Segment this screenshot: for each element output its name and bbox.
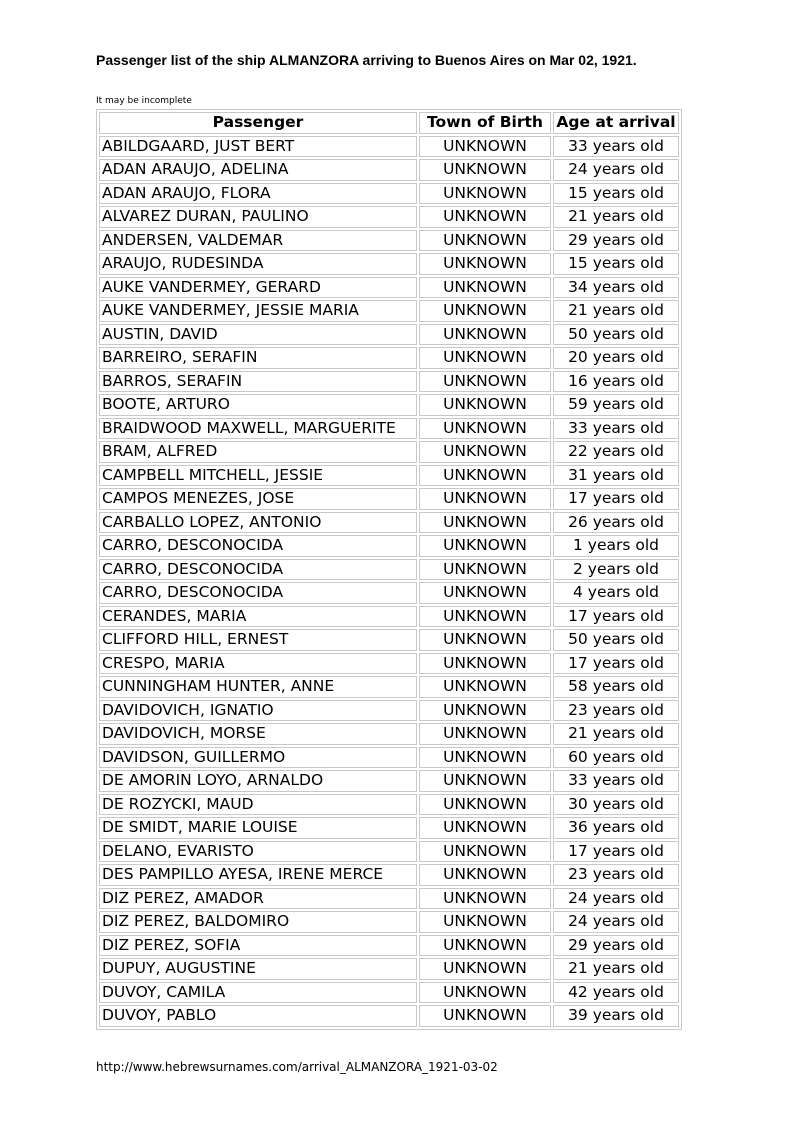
- town-of-birth-cell: UNKNOWN: [419, 723, 551, 745]
- age-cell: 23 years old: [553, 864, 679, 886]
- page-title: Passenger list of the ship ALMANZORA arriving to Buenos Aires on Mar 02, 1921.: [96, 52, 637, 68]
- age-cell: 34 years old: [553, 277, 679, 299]
- age-cell: 60 years old: [553, 747, 679, 769]
- table-row: [99, 888, 679, 910]
- passenger-name-cell: DUVOY, PABLO: [99, 1005, 417, 1027]
- passenger-name-cell: DIZ PEREZ, SOFIA: [99, 935, 417, 957]
- table-row: [99, 794, 679, 816]
- passenger-name-cell: ABILDGAARD, JUST BERT: [99, 136, 417, 158]
- town-of-birth-cell: UNKNOWN: [419, 441, 551, 463]
- age-cell: 33 years old: [553, 418, 679, 440]
- town-of-birth-cell: UNKNOWN: [419, 159, 551, 181]
- age-cell: 24 years old: [553, 911, 679, 933]
- passenger-name-cell: ARAUJO, RUDESINDA: [99, 253, 417, 275]
- town-of-birth-cell: UNKNOWN: [419, 371, 551, 393]
- table-row: [99, 277, 679, 299]
- age-cell: 24 years old: [553, 159, 679, 181]
- passenger-name-cell: CARRO, DESCONOCIDA: [99, 559, 417, 581]
- age-cell: 29 years old: [553, 230, 679, 252]
- passenger-name-cell: DAVIDOVICH, MORSE: [99, 723, 417, 745]
- age-cell: 29 years old: [553, 935, 679, 957]
- town-of-birth-cell: UNKNOWN: [419, 559, 551, 581]
- town-of-birth-cell: UNKNOWN: [419, 324, 551, 346]
- table-row: [99, 394, 679, 416]
- age-cell: 22 years old: [553, 441, 679, 463]
- table-row: [99, 958, 679, 980]
- table-header-row: [99, 112, 679, 134]
- table-row: [99, 371, 679, 393]
- header-town-of-birth: Town of Birth: [419, 112, 551, 134]
- table-row: [99, 747, 679, 769]
- passenger-name-cell: CRESPO, MARIA: [99, 653, 417, 675]
- age-cell: 50 years old: [553, 324, 679, 346]
- town-of-birth-cell: UNKNOWN: [419, 747, 551, 769]
- table-row: [99, 465, 679, 487]
- passenger-name-cell: ANDERSEN, VALDEMAR: [99, 230, 417, 252]
- town-of-birth-cell: UNKNOWN: [419, 277, 551, 299]
- passenger-name-cell: CUNNINGHAM HUNTER, ANNE: [99, 676, 417, 698]
- table-row: [99, 324, 679, 346]
- passenger-name-cell: DAVIDSON, GUILLERMO: [99, 747, 417, 769]
- town-of-birth-cell: UNKNOWN: [419, 911, 551, 933]
- passenger-name-cell: BRAM, ALFRED: [99, 441, 417, 463]
- age-cell: 33 years old: [553, 770, 679, 792]
- table-row: [99, 629, 679, 651]
- table-row: [99, 300, 679, 322]
- town-of-birth-cell: UNKNOWN: [419, 653, 551, 675]
- age-cell: 24 years old: [553, 888, 679, 910]
- town-of-birth-cell: UNKNOWN: [419, 183, 551, 205]
- passenger-name-cell: DIZ PEREZ, AMADOR: [99, 888, 417, 910]
- table-row: [99, 817, 679, 839]
- incomplete-note: It may be incomplete: [96, 96, 192, 106]
- town-of-birth-cell: UNKNOWN: [419, 300, 551, 322]
- town-of-birth-cell: UNKNOWN: [419, 535, 551, 557]
- table-row: [99, 206, 679, 228]
- town-of-birth-cell: UNKNOWN: [419, 676, 551, 698]
- town-of-birth-cell: UNKNOWN: [419, 864, 551, 886]
- age-cell: 39 years old: [553, 1005, 679, 1027]
- table-row: [99, 700, 679, 722]
- passenger-name-cell: BRAIDWOOD MAXWELL, MARGUERITE: [99, 418, 417, 440]
- table-row: [99, 911, 679, 933]
- passenger-name-cell: DIZ PEREZ, BALDOMIRO: [99, 911, 417, 933]
- town-of-birth-cell: UNKNOWN: [419, 958, 551, 980]
- town-of-birth-cell: UNKNOWN: [419, 935, 551, 957]
- passenger-name-cell: CARBALLO LOPEZ, ANTONIO: [99, 512, 417, 534]
- table-row: [99, 512, 679, 534]
- age-cell: 1 years old: [553, 535, 679, 557]
- table-row: [99, 676, 679, 698]
- age-cell: 42 years old: [553, 982, 679, 1004]
- table-row: [99, 347, 679, 369]
- town-of-birth-cell: UNKNOWN: [419, 606, 551, 628]
- passenger-name-cell: BARREIRO, SERAFIN: [99, 347, 417, 369]
- table-row: [99, 1005, 679, 1027]
- table-row: [99, 159, 679, 181]
- age-cell: 36 years old: [553, 817, 679, 839]
- passenger-name-cell: AUKE VANDERMEY, JESSIE MARIA: [99, 300, 417, 322]
- passenger-name-cell: AUSTIN, DAVID: [99, 324, 417, 346]
- table-row: [99, 582, 679, 604]
- town-of-birth-cell: UNKNOWN: [419, 841, 551, 863]
- passenger-name-cell: DES PAMPILLO AYESA, IRENE MERCE: [99, 864, 417, 886]
- town-of-birth-cell: UNKNOWN: [419, 817, 551, 839]
- age-cell: 59 years old: [553, 394, 679, 416]
- table-row: [99, 230, 679, 252]
- table-row: [99, 535, 679, 557]
- table-row: [99, 864, 679, 886]
- passenger-name-cell: ADAN ARAUJO, FLORA: [99, 183, 417, 205]
- town-of-birth-cell: UNKNOWN: [419, 629, 551, 651]
- table-row: [99, 770, 679, 792]
- passenger-name-cell: DE SMIDT, MARIE LOUISE: [99, 817, 417, 839]
- passenger-name-cell: AUKE VANDERMEY, GERARD: [99, 277, 417, 299]
- age-cell: 17 years old: [553, 488, 679, 510]
- passenger-table: [96, 109, 682, 1030]
- age-cell: 58 years old: [553, 676, 679, 698]
- town-of-birth-cell: UNKNOWN: [419, 512, 551, 534]
- town-of-birth-cell: UNKNOWN: [419, 136, 551, 158]
- table-row: [99, 418, 679, 440]
- age-cell: 15 years old: [553, 253, 679, 275]
- passenger-name-cell: CERANDES, MARIA: [99, 606, 417, 628]
- passenger-name-cell: CARRO, DESCONOCIDA: [99, 535, 417, 557]
- age-cell: 50 years old: [553, 629, 679, 651]
- passenger-name-cell: DUVOY, CAMILA: [99, 982, 417, 1004]
- age-cell: 21 years old: [553, 958, 679, 980]
- age-cell: 2 years old: [553, 559, 679, 581]
- age-cell: 17 years old: [553, 841, 679, 863]
- age-cell: 4 years old: [553, 582, 679, 604]
- passenger-name-cell: DE AMORIN LOYO, ARNALDO: [99, 770, 417, 792]
- table-row: [99, 935, 679, 957]
- age-cell: 31 years old: [553, 465, 679, 487]
- town-of-birth-cell: UNKNOWN: [419, 488, 551, 510]
- town-of-birth-cell: UNKNOWN: [419, 888, 551, 910]
- passenger-name-cell: BOOTE, ARTURO: [99, 394, 417, 416]
- town-of-birth-cell: UNKNOWN: [419, 253, 551, 275]
- town-of-birth-cell: UNKNOWN: [419, 394, 551, 416]
- source-url: http://www.hebrewsurnames.com/arrival_ALMANZORA_1921-03-02: [96, 1060, 498, 1074]
- age-cell: 17 years old: [553, 606, 679, 628]
- age-cell: 16 years old: [553, 371, 679, 393]
- town-of-birth-cell: UNKNOWN: [419, 582, 551, 604]
- age-cell: 30 years old: [553, 794, 679, 816]
- age-cell: 33 years old: [553, 136, 679, 158]
- table-row: [99, 653, 679, 675]
- age-cell: 20 years old: [553, 347, 679, 369]
- table-row: [99, 559, 679, 581]
- town-of-birth-cell: UNKNOWN: [419, 700, 551, 722]
- passenger-name-cell: CARRO, DESCONOCIDA: [99, 582, 417, 604]
- table-row: [99, 183, 679, 205]
- passenger-name-cell: DE ROZYCKI, MAUD: [99, 794, 417, 816]
- passenger-name-cell: DAVIDOVICH, IGNATIO: [99, 700, 417, 722]
- passenger-name-cell: CAMPBELL MITCHELL, JESSIE: [99, 465, 417, 487]
- age-cell: 21 years old: [553, 300, 679, 322]
- table-row: [99, 606, 679, 628]
- age-cell: 21 years old: [553, 723, 679, 745]
- table-row: [99, 982, 679, 1004]
- town-of-birth-cell: UNKNOWN: [419, 794, 551, 816]
- town-of-birth-cell: UNKNOWN: [419, 982, 551, 1004]
- town-of-birth-cell: UNKNOWN: [419, 1005, 551, 1027]
- passenger-name-cell: BARROS, SERAFIN: [99, 371, 417, 393]
- town-of-birth-cell: UNKNOWN: [419, 206, 551, 228]
- table-row: [99, 488, 679, 510]
- passenger-name-cell: ADAN ARAUJO, ADELINA: [99, 159, 417, 181]
- town-of-birth-cell: UNKNOWN: [419, 347, 551, 369]
- table-row: [99, 723, 679, 745]
- passenger-name-cell: DUPUY, AUGUSTINE: [99, 958, 417, 980]
- header-passenger: Passenger: [99, 112, 417, 134]
- town-of-birth-cell: UNKNOWN: [419, 465, 551, 487]
- passenger-name-cell: DELANO, EVARISTO: [99, 841, 417, 863]
- header-age-at-arrival: Age at arrival: [553, 112, 679, 134]
- table-body: [99, 136, 679, 1027]
- passenger-name-cell: ALVAREZ DURAN, PAULINO: [99, 206, 417, 228]
- table-row: [99, 136, 679, 158]
- age-cell: 17 years old: [553, 653, 679, 675]
- table-row: [99, 253, 679, 275]
- town-of-birth-cell: UNKNOWN: [419, 770, 551, 792]
- age-cell: 15 years old: [553, 183, 679, 205]
- table-row: [99, 841, 679, 863]
- passenger-name-cell: CAMPOS MENEZES, JOSE: [99, 488, 417, 510]
- age-cell: 23 years old: [553, 700, 679, 722]
- town-of-birth-cell: UNKNOWN: [419, 418, 551, 440]
- table-row: [99, 441, 679, 463]
- town-of-birth-cell: UNKNOWN: [419, 230, 551, 252]
- passenger-name-cell: CLIFFORD HILL, ERNEST: [99, 629, 417, 651]
- age-cell: 21 years old: [553, 206, 679, 228]
- age-cell: 26 years old: [553, 512, 679, 534]
